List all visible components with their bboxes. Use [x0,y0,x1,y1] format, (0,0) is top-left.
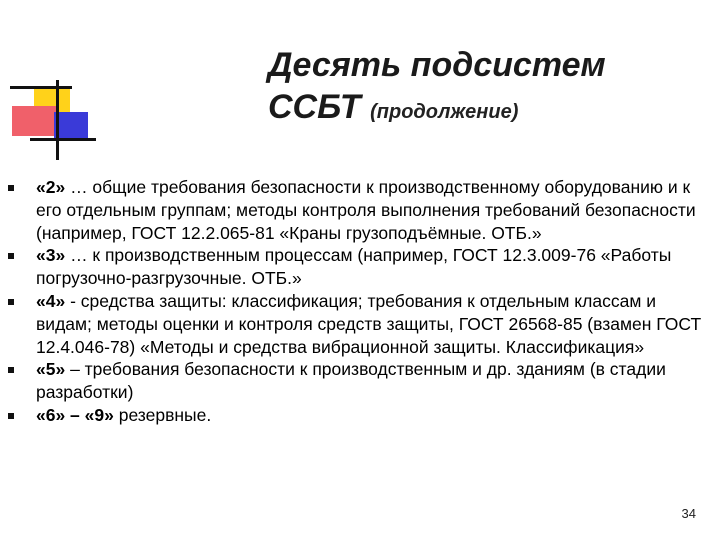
list-item [0,290,720,358]
list-item [0,404,720,427]
item-key: «4» [36,290,66,311]
bullet-icon [8,253,14,259]
logo-line [10,86,72,89]
bullet-list [0,176,720,427]
title-line-1: Десять подсистем [268,46,606,84]
logo-line [30,138,96,141]
title-subtitle: (продолжение) [370,101,519,123]
slide-title [268,44,708,133]
bullet-icon [8,367,14,373]
item-key: «5» [36,359,66,380]
title-line-2 [268,86,708,133]
bullet-icon [8,299,14,305]
list-item [0,358,720,404]
bullet-icon [8,413,14,419]
bullet-icon [8,185,14,191]
item-key: «3» [36,245,66,266]
item-text: – требования безопасности к производственным и др. зданиям (в стадии разработки) [36,359,666,403]
decorative-logo [8,72,100,164]
page-number: 34 [681,506,696,521]
list-item [0,176,720,244]
item-key: «2» [36,177,66,197]
item-text: … общие требования безопасности к производственному оборудованию и к его отдельным группам; методы контроля выполнения требований безопасности (например, ГОСТ 12.2.065-81 «Краны грузоподъёмные. ОТБ.» [36,177,696,243]
item-key: «6» – «9» [36,404,114,425]
logo-blue-square [54,112,88,140]
list-item [0,244,720,290]
logo-line [56,80,59,160]
title-main: ССБТ [268,88,361,126]
item-text: - средства защиты: классификация; требования к отдельным классам и видам; методы оценки и контроля средств защиты, ГОСТ 26568-85 (взамен ГОСТ 12.4.046-78) «Методы и средства вибрационной защиты. Классификация» [36,290,702,357]
item-text: резервные. [113,404,212,425]
logo-red-rectangle [12,106,56,136]
item-text: … к производственным процессам (например, ГОСТ 12.3.009-76 «Работы погрузочно-разгрузочные. ОТБ.» [36,245,672,289]
